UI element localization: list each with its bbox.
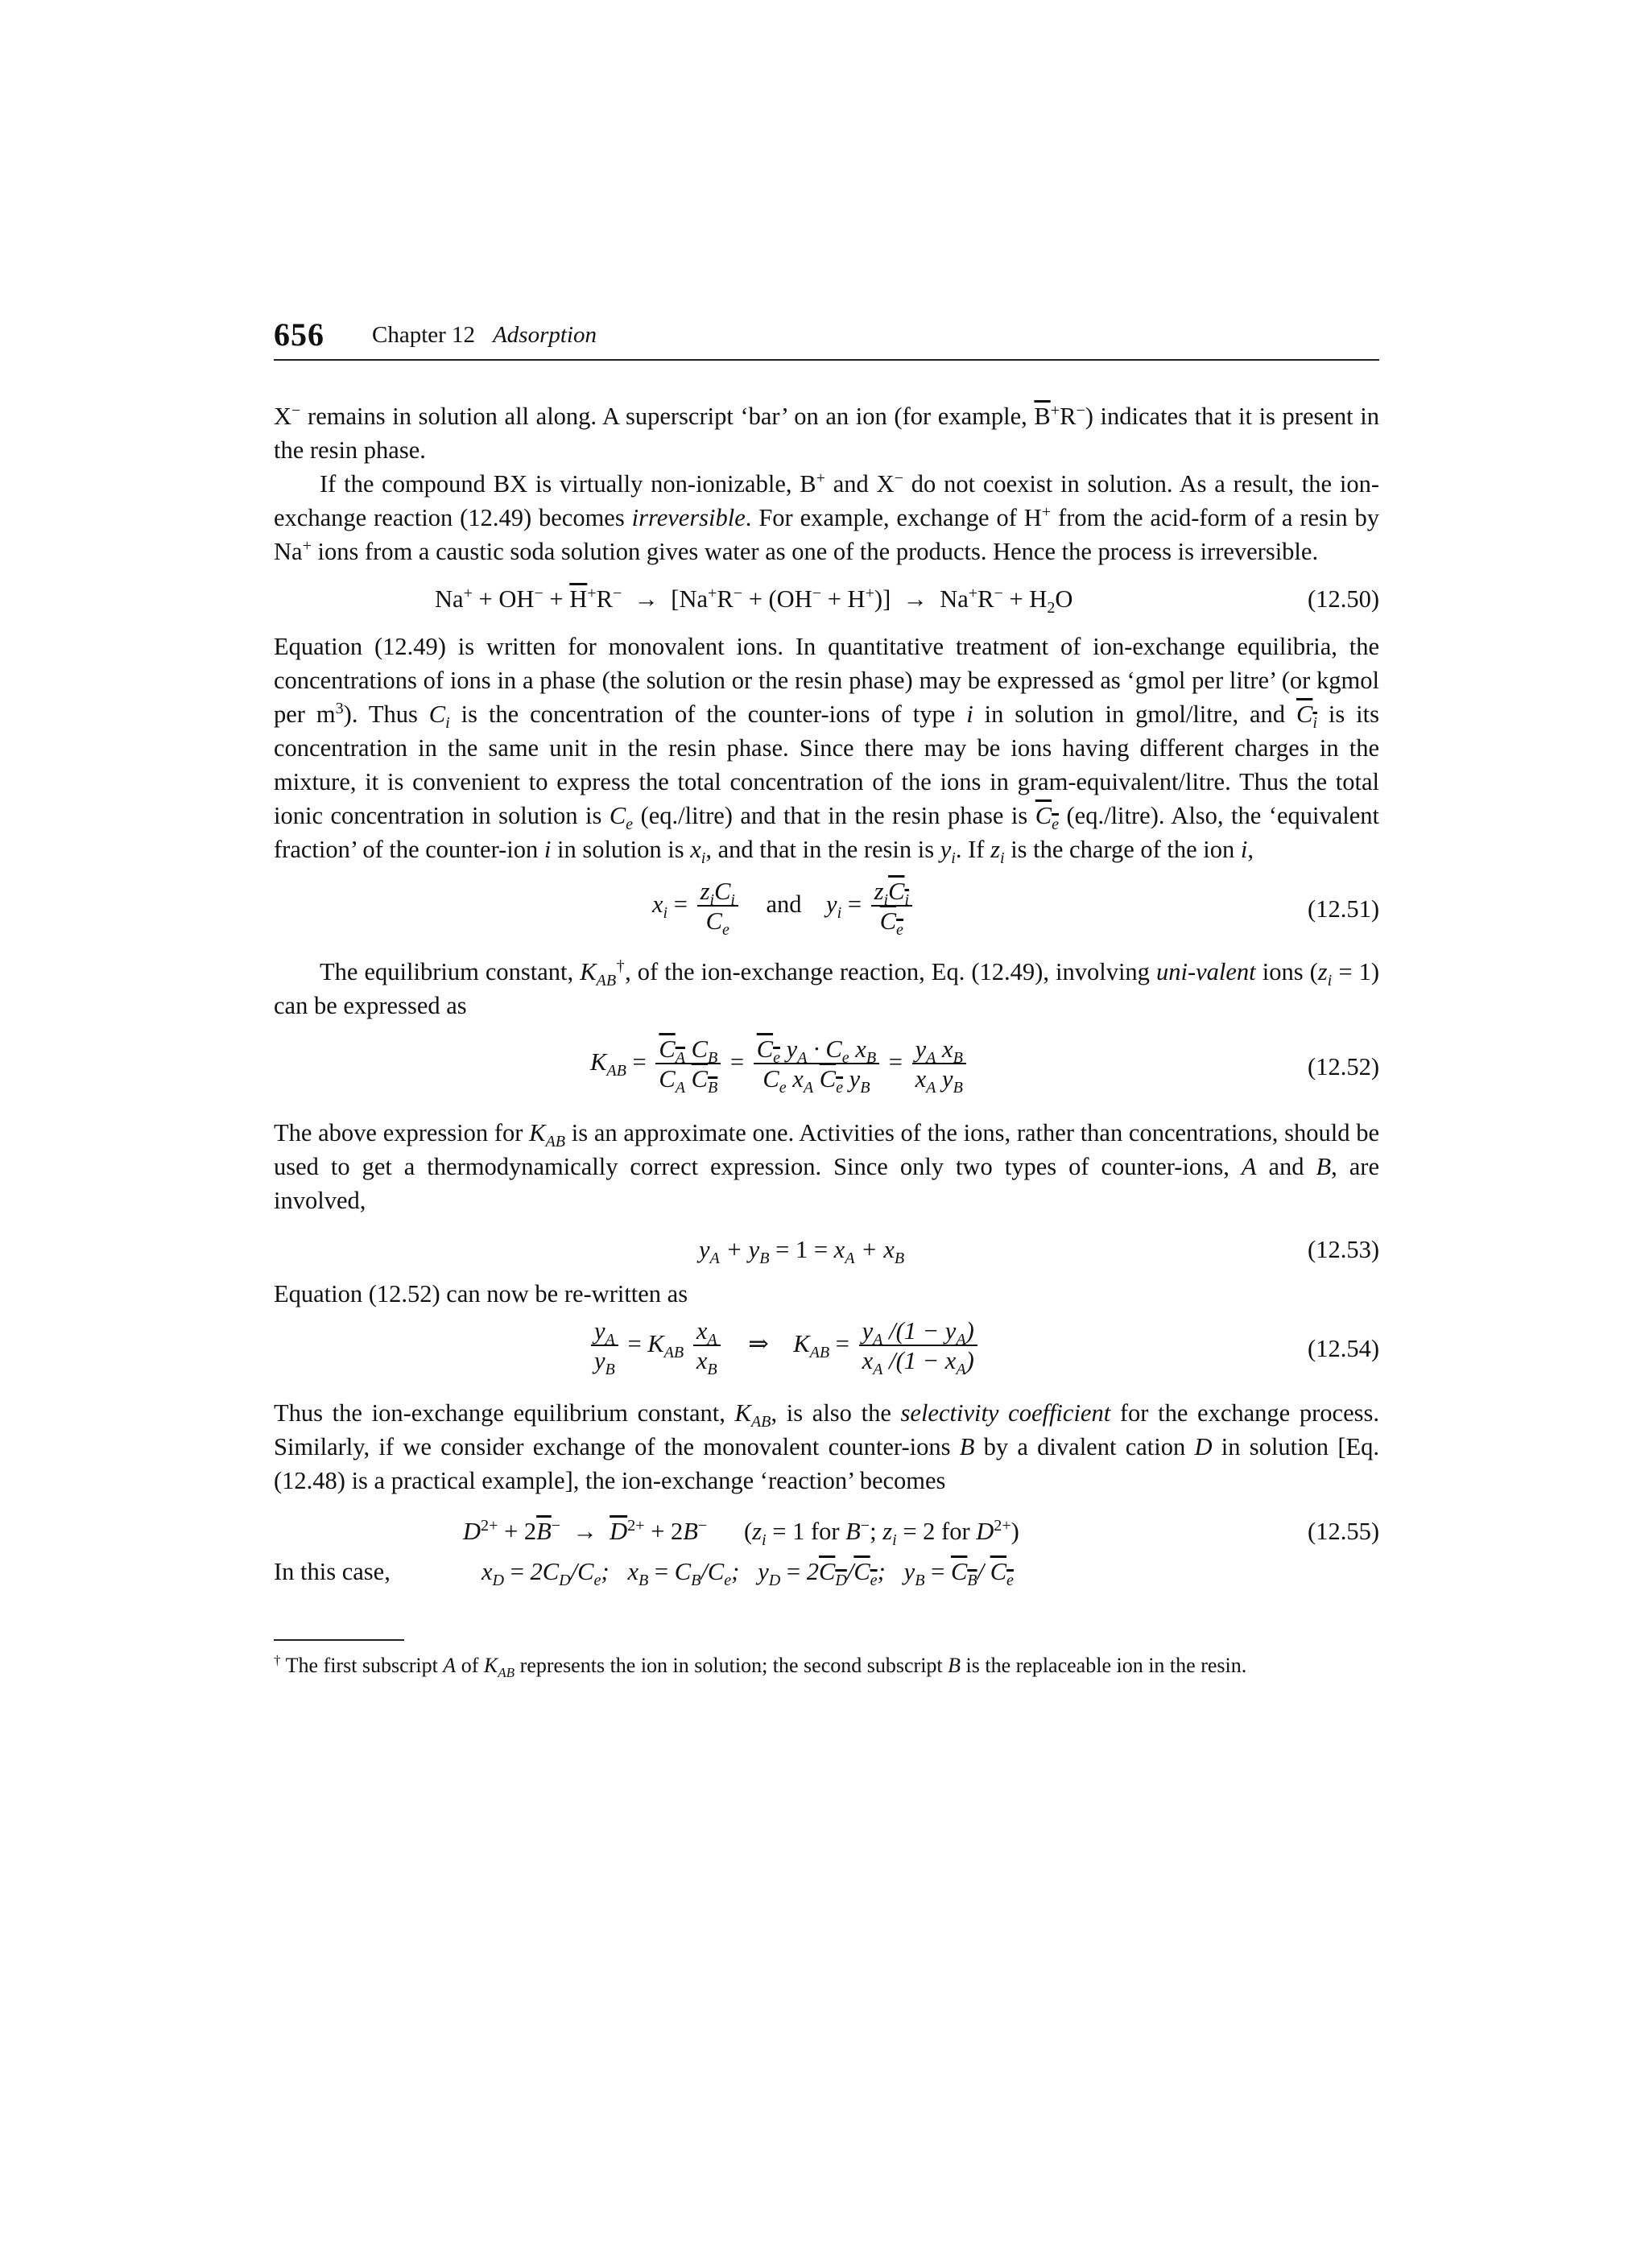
page <box>274 316 1380 1681</box>
equation-12-55-case: In this case, $x_D = 2C_D/C_e$; $x_B = C_B/C_e$; $y_D = 2C_D/C_e$; $y_B = C_B/$ $C_e$ <box>274 1558 1014 1590</box>
paragraph-2: If the compound BX is virtually non-ionizable, B+ and X− do not coexist in solution. As a result, the ion-exchange reaction (12.49) becomes irreversible. For example, exchange of H+ from the acid-form of a resin by Na+ ions from a caustic soda solution gives water as one of the products. Hence the process is irreversible. <box>274 469 1380 565</box>
paragraph-3: Equation (12.49) is written for monovalent ions. In quantitative treatment of ion-exchange equilibria, the concentrations of ions in a phase (the solution or the resin phase) may be expressed as ‘gmol per litre’ (or kgmol per $m^3$). Thus $C_i$ is the concentration of the counter-ions of type i in solution in gmol/litre, and $C_i$ is its concentration in the same unit in the resin phase. Since there may be ions having different charges in the mixture, it is convenient to express the total concentration of the ions in gram-equivalent/litre. Thus the total ionic concentration in solution is $C_e$ (eq./litre) and that in the resin phase is $C_e$ (eq./litre). Also, the ‘equivalent fraction’ of the counter-ion i in solution is $x_i$, and that in the resin is $y_i$. If $z_i$ is the charge of the ion i, <box>274 633 1379 868</box>
equation-number: (12.53) <box>1308 1236 1379 1263</box>
paragraph-6: Equation (12.52) can now be re-written as <box>274 1280 688 1308</box>
equation-number: (12.55) <box>1308 1518 1379 1545</box>
equation-12-53: $y_A + y_B = 1 = x_A + x_B$ (12.53) <box>274 1232 1379 1267</box>
chapter-title: Chapter 12 Adsorption <box>372 322 597 348</box>
paragraph-4: The equilibrium constant, $K_{AB}^\dagger$, of the ion-exchange reaction, Eq. (12.49), involving uni-valent ions $(z_i = 1)$ can be expressed as <box>274 956 1380 1019</box>
equation-number: (12.52) <box>1308 1053 1379 1080</box>
footnote-rule <box>274 1639 404 1641</box>
equation-12-55: $D^{2+} + 2\overline{B}^- \to \overline{D}^{2+} + 2B^-$ ($z_i = 1$ for B−; $z_i = 2$ for $D^{2+}$) (12.55) <box>274 1514 1379 1549</box>
equation-number: (12.54) <box>1308 1335 1379 1362</box>
paragraph-5: The above expression for $K_{AB}$ is an approximate one. Activities of the ions, rather than concentrations, should be used to get a thermodynamically correct expression. Since only two types of counter-ions, A and B, are involved, <box>274 1119 1379 1214</box>
footnote: † The first subscript A of $K_{AB}$ represents the ion in solution; the second subscript B is the replaceable ion in the resin. <box>274 1652 1247 1681</box>
equation-12-52: $K_{AB}$ = $\frac{C_A C_B}{C_A C_B}$ = $\frac{C_e y_A \cdot C_e x_B}{C_e x_A C_e y_B}$ = $\frac{y_A x_B}{x_A y_B}$ (12.52) <box>590 1035 1379 1097</box>
paragraph-1: X− remains in solution all along. A superscript ‘bar’ on an ion (for example, $\overline{B}^+R^-$) indicates that it is present in the resin phase. <box>274 401 1380 464</box>
equation-number: (12.51) <box>1308 895 1379 923</box>
header-rule <box>274 359 1379 361</box>
page-number: 656 <box>274 316 324 353</box>
equation-12-50: $Na^+ + OH^- + \overline{H}^+R^- \to [Na^+R^- + (OH^- + H^+)] \to Na^+R^- + H_2O$ (12.50) <box>274 581 1379 617</box>
running-header <box>274 316 1379 359</box>
equation-number: (12.50) <box>1308 585 1379 613</box>
equation-12-54: $\frac{y_A}{y_B}$ = $K_{AB}$ $\frac{x_A}{x_B}$ ⇒ $K_{AB}$ = $\frac{y_A /(1 - y_A)}{x_A /(1 - x_A)}$ (12.54) <box>274 1317 1379 1385</box>
paragraph-7: Thus the ion-exchange equilibrium constant, $K_{AB}$, is also the selectivity coefficient for the exchange process. Similarly, if we consider exchange of the monovalent counter-ions B by a divalent cation D in solution [Eq. (12.48) is a practical example], the ion-exchange ‘reaction’ becomes <box>274 1399 1379 1494</box>
equation-12-51: $x_i$ = $\frac{z_iC_i}{C_e}$ and $y_i$ = $\frac{z_iC_i}{C_e}$ (12.51) <box>652 878 1379 940</box>
